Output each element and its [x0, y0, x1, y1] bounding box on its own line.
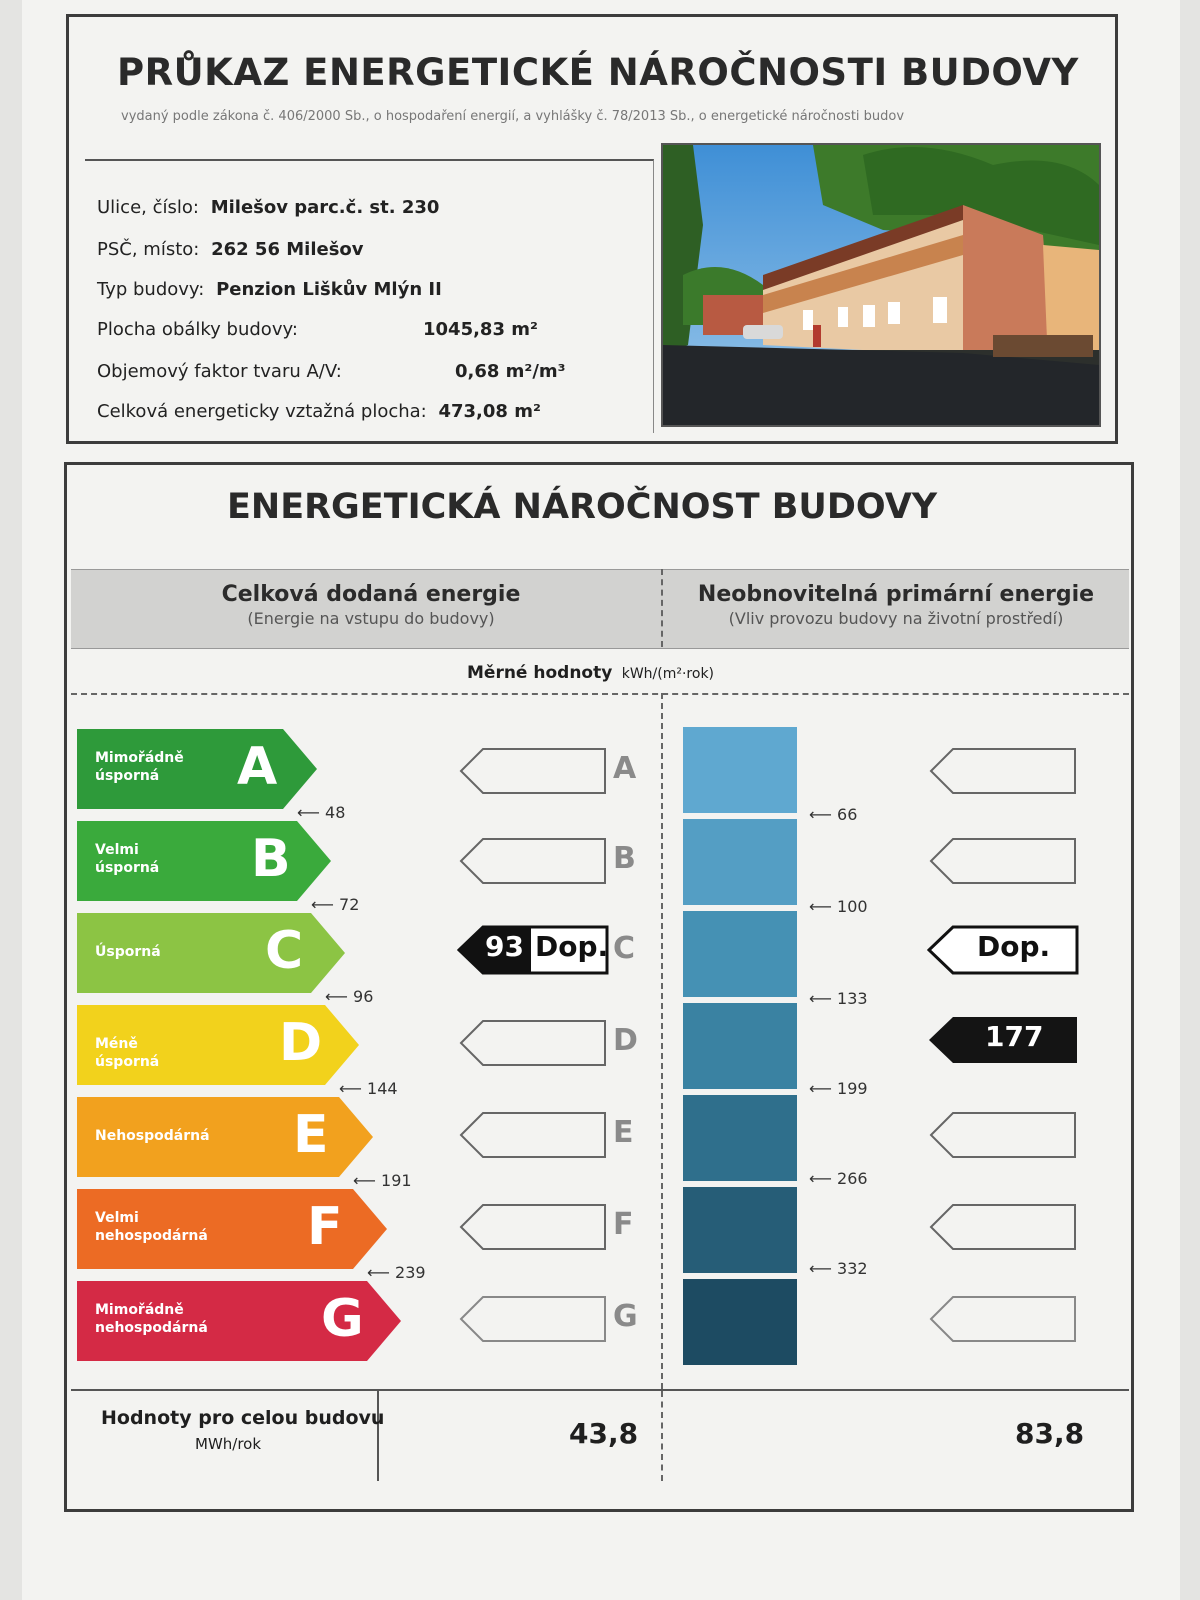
shape-label: Objemový faktor tvaru A/V:: [97, 361, 342, 382]
certificate-subtitle: vydaný podle zákona č. 406/2000 Sb., o hospodaření energií, a vyhlášky č. 78/2013 Sb., o energetické náročnosti budov: [121, 109, 905, 124]
psc-label: PSČ, místo:: [97, 239, 200, 260]
left-marker-a-letter: A: [613, 751, 637, 786]
column-divider: [661, 693, 663, 1389]
left-threshold-de-value: 144: [367, 1079, 398, 1098]
area-row: [97, 401, 541, 422]
street-label: Ulice, číslo:: [97, 197, 199, 218]
street-value: Milešov parc.č. st. 230: [210, 197, 440, 218]
class-band-f-label: Velmi nehospodárná: [95, 1210, 208, 1244]
left-threshold-bc: ⟵ 72: [311, 895, 360, 914]
left-threshold-ef: ⟵ 191: [353, 1171, 412, 1190]
psc-row: [97, 239, 364, 260]
left-header-title: Celková dodaná energie: [221, 582, 521, 607]
class-band-c-letter: C: [265, 921, 304, 981]
totals-unit: MWh/rok: [195, 1435, 262, 1453]
right-threshold-bc-value: 100: [837, 897, 868, 916]
units-label: [467, 663, 714, 683]
left-marker-b: [459, 837, 609, 885]
primary-bar-d: [683, 1003, 797, 1089]
left-threshold-cd-value: 96: [353, 987, 374, 1006]
left-threshold-fg: ⟵ 239: [367, 1263, 426, 1282]
left-marker-c-letter: C: [613, 931, 636, 966]
primary-bar-b: [683, 819, 797, 905]
header-divider: [661, 569, 663, 647]
right-threshold-fg-value: 332: [837, 1259, 868, 1278]
class-band-d-letter: D: [279, 1013, 323, 1073]
building-photo-illustration: [663, 145, 1099, 425]
street-row: [97, 197, 439, 218]
right-threshold-bc: ⟵ 100: [809, 897, 868, 916]
left-marker-d-letter: D: [613, 1023, 638, 1058]
type-row: [97, 279, 442, 300]
units-title: Měrné hodnoty: [467, 663, 613, 683]
left-marker-f: [459, 1203, 609, 1251]
totals-label: Hodnoty pro celou budovu: [101, 1407, 385, 1429]
left-marker-g-letter: G: [613, 1299, 638, 1334]
totals-divider-1: [377, 1391, 379, 1481]
envelope-value: 1045,83 m²: [423, 319, 538, 340]
right-threshold-de-value: 199: [837, 1079, 868, 1098]
class-band-b-letter: B: [251, 829, 291, 889]
left-threshold-ab-value: 48: [325, 803, 346, 822]
class-band-e-letter: E: [293, 1105, 329, 1165]
left-marker-e: [459, 1111, 609, 1159]
left-marker-b-letter: B: [613, 841, 636, 876]
shape-value: 0,68 m²/m³: [455, 361, 566, 382]
class-band-g-label: Mimořádně nehospodárná: [95, 1302, 208, 1336]
primary-bar-e: [683, 1095, 797, 1181]
energy-header: [71, 569, 1129, 649]
class-band-a-letter: A: [237, 737, 278, 797]
right-header-title: Neobnovitelná primární energie: [697, 582, 1095, 607]
primary-bar-f: [683, 1187, 797, 1273]
primary-bar-a: [683, 727, 797, 813]
left-marker-a: [459, 747, 609, 795]
class-band-e-label: Nehospodárná: [95, 1128, 210, 1144]
left-threshold-bc-value: 72: [339, 895, 360, 914]
right-marker-e: [929, 1111, 1079, 1159]
class-band-f-letter: F: [307, 1197, 343, 1257]
class-band-a-label: Mimořádně úsporná: [95, 750, 184, 784]
building-info-box: [66, 14, 1118, 444]
left-header-subtitle: (Energie na vstupu do budovy): [247, 609, 495, 628]
left-threshold-cd: ⟵ 96: [325, 987, 374, 1006]
building-details: [85, 159, 654, 433]
left-marker-d: [459, 1019, 609, 1067]
totals-left-value: 43,8: [569, 1417, 639, 1450]
left-marker-f-letter: F: [613, 1207, 634, 1242]
class-band-g-letter: G: [321, 1289, 364, 1349]
right-dop-label: Dop.: [977, 930, 1051, 963]
totals-right-value: 83,8: [1015, 1417, 1085, 1450]
class-band-c-label: Úsporná: [95, 944, 161, 960]
area-label: Celková energeticky vztažná plocha:: [97, 401, 427, 422]
left-threshold-fg-value: 239: [395, 1263, 426, 1282]
right-header: [671, 582, 1121, 628]
right-marker-a: [929, 747, 1079, 795]
right-threshold-cd: ⟵ 133: [809, 989, 868, 1008]
right-header-subtitle: (Vliv provozu budovy na životní prostředí): [728, 609, 1064, 628]
left-threshold-ab: ⟵ 48: [297, 803, 346, 822]
units-value: kWh/(m²·rok): [621, 666, 715, 682]
primary-bar-c: [683, 911, 797, 997]
right-marker-g: [929, 1295, 1079, 1343]
right-threshold-ef-value: 266: [837, 1169, 868, 1188]
area-value: 473,08 m²: [438, 401, 541, 422]
right-threshold-ab: ⟵ 66: [809, 805, 858, 824]
left-threshold-ef-value: 191: [381, 1171, 412, 1190]
left-marker-g: [459, 1295, 609, 1343]
right-marker-b: [929, 837, 1079, 885]
right-threshold-ef: ⟵ 266: [809, 1169, 868, 1188]
certificate-title: PRŮKAZ ENERGETICKÉ NÁROČNOSTI BUDOVY: [117, 51, 1079, 94]
class-band-b-label: Velmi úsporná: [95, 842, 160, 876]
envelope-label: Plocha obálky budovy:: [97, 319, 298, 340]
left-value-number: 93: [485, 930, 524, 963]
totals-row: [71, 1389, 1129, 1481]
left-header: [111, 582, 631, 628]
building-photo: [661, 143, 1101, 427]
envelope-row: [97, 319, 538, 340]
psc-value: 262 56 Milešov: [211, 239, 364, 260]
energy-title: ENERGETICKÁ NÁROČNOST BUDOVY: [227, 487, 938, 527]
left-marker-e-letter: E: [613, 1115, 634, 1150]
right-threshold-de: ⟵ 199: [809, 1079, 868, 1098]
primary-bar-g: [683, 1279, 797, 1365]
right-value-number: 177: [985, 1020, 1044, 1053]
energy-rating-box: [64, 462, 1134, 1512]
class-band-d-label: Méně úsporná: [95, 1036, 160, 1070]
totals-divider-2: [661, 1391, 663, 1481]
type-value: Penzion Liškův Mlýn II: [216, 279, 442, 300]
units-divider: [71, 693, 1129, 695]
right-marker-f: [929, 1203, 1079, 1251]
left-threshold-de: ⟵ 144: [339, 1079, 398, 1098]
right-threshold-cd-value: 133: [837, 989, 868, 1008]
right-threshold-ab-value: 66: [837, 805, 858, 824]
type-label: Typ budovy:: [97, 279, 205, 300]
shape-row: [97, 361, 566, 382]
right-threshold-fg: ⟵ 332: [809, 1259, 868, 1278]
left-value-dop: Dop.: [535, 930, 609, 963]
